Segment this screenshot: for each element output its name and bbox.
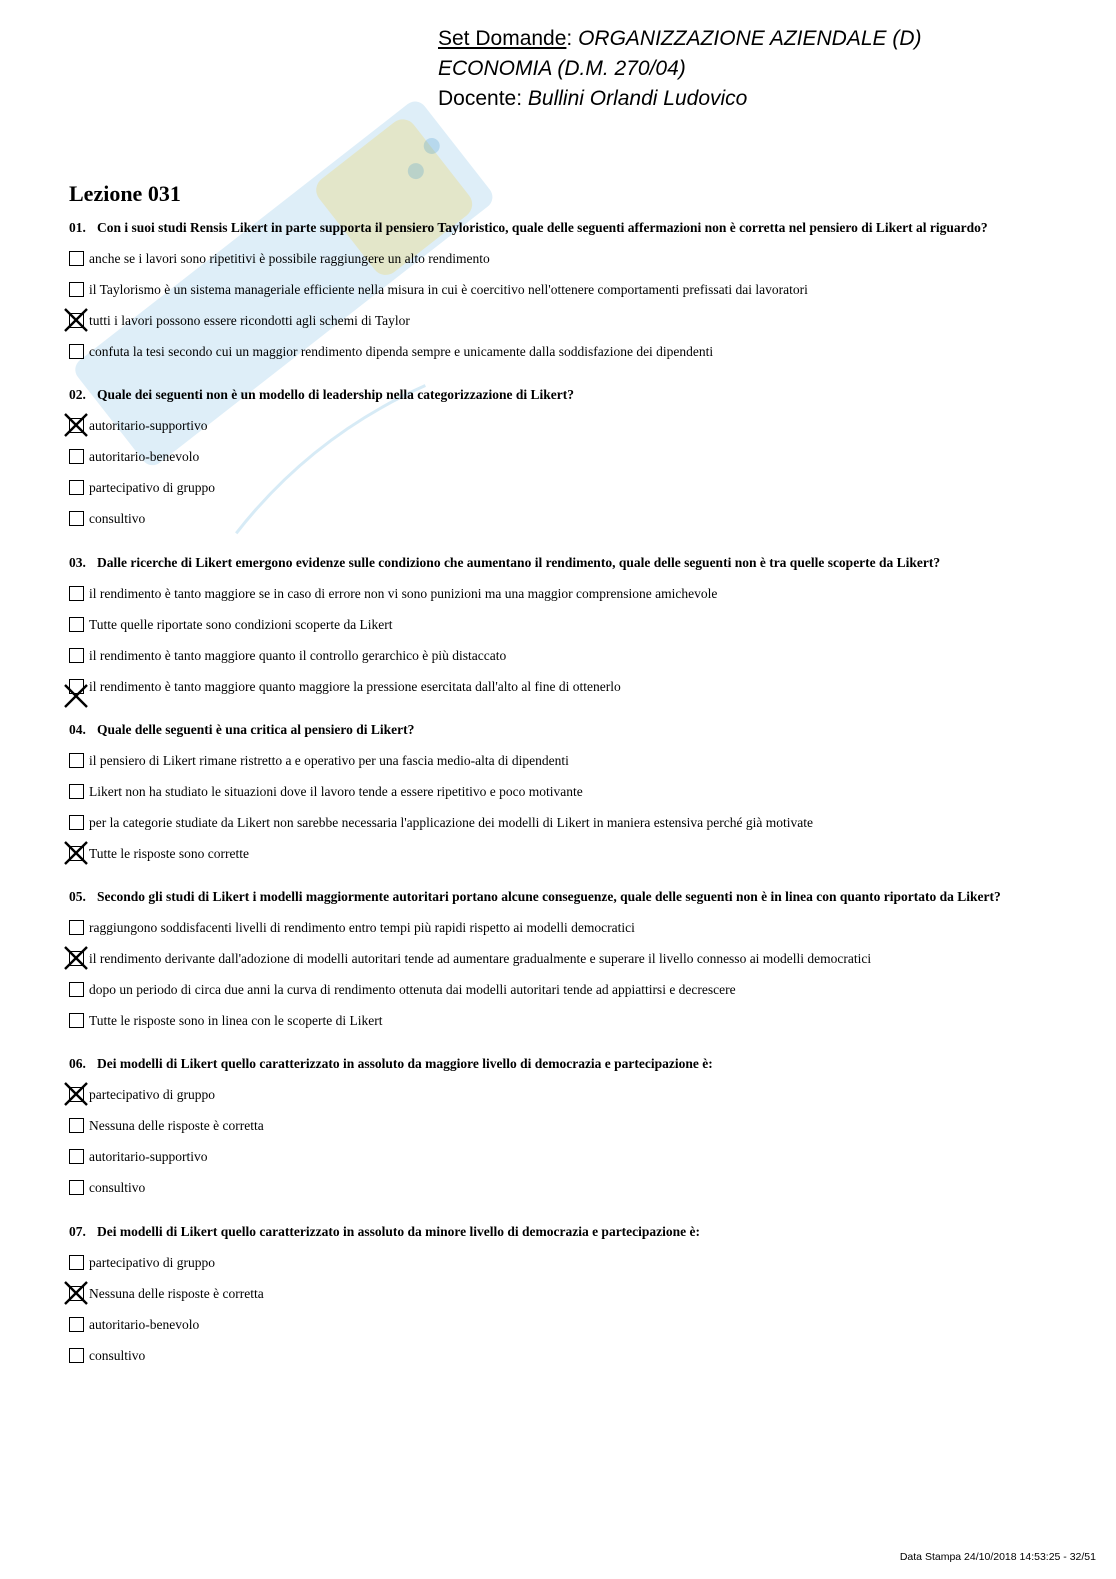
checkbox[interactable] [69, 344, 84, 359]
checkbox[interactable] [69, 251, 84, 266]
answer-option[interactable] [69, 813, 814, 833]
set-line [438, 24, 922, 54]
course-name: ECONOMIA (D.M. 270/04) [438, 57, 686, 80]
answer-label: Nessuna delle risposte è corretta [89, 1286, 264, 1301]
checkbox[interactable] [69, 586, 84, 601]
question-number: 05. [69, 889, 86, 904]
checkbox[interactable] [69, 1149, 84, 1164]
answer-option[interactable] [69, 751, 569, 771]
set-label: Set Domande [438, 27, 567, 50]
answer-label: il rendimento è tanto maggiore quanto maggiore la pressione esercitata dall'alto al fine di ottenerlo [89, 679, 621, 694]
question-7 [69, 1222, 700, 1366]
question-number: 02. [69, 387, 86, 402]
answer-option[interactable] [69, 980, 1001, 1000]
checkbox[interactable] [69, 784, 84, 799]
answer-label: il Taylorismo è un sistema manageriale efficiente nella misura in cui è coercitivo nell'ottenere comportamenti prefissati dai lavoratori [89, 282, 808, 297]
answer-label: per la categorie studiate da Likert non sarebbe necessaria l'applicazione dei modelli di Likert in maniera estensiva perché già motivate [89, 815, 814, 830]
answer-label: autoritario-benevolo [89, 1317, 200, 1332]
question-text [69, 720, 414, 740]
answer-label: autoritario-supportivo [89, 418, 208, 433]
answer-option[interactable] [69, 584, 940, 604]
answer-label: partecipativo di gruppo [89, 1087, 215, 1102]
checkbox[interactable] [69, 617, 84, 632]
checked-checkbox[interactable] [69, 846, 84, 861]
answer-label: il rendimento è tanto maggiore se in caso di errore non vi sono punizioni ma una maggior comprensione amichevole [89, 586, 718, 601]
checkbox[interactable] [69, 920, 84, 935]
question-number: 06. [69, 1056, 86, 1071]
docente-label: Docente: [438, 87, 528, 110]
checkbox[interactable] [69, 511, 84, 526]
answer-option[interactable] [69, 478, 574, 498]
checkbox[interactable] [69, 282, 84, 297]
answer-option[interactable] [69, 249, 988, 269]
answer-option[interactable] [69, 1116, 713, 1136]
question-text [69, 1222, 700, 1242]
answer-option[interactable] [69, 1346, 700, 1366]
answer-label: tutti i lavori possono essere ricondotti agli schemi di Taylor [89, 313, 410, 328]
answer-option[interactable] [69, 447, 574, 467]
answer-option[interactable] [69, 1315, 700, 1335]
question-number: 01. [69, 220, 86, 235]
checkbox[interactable] [69, 480, 84, 495]
question-label: Con i suoi studi Rensis Likert in parte supporta il pensiero Tayloristico, quale delle seguenti affermazioni non è corretta nel pensiero di Likert al riguardo? [97, 220, 988, 235]
answer-option[interactable] [69, 342, 988, 362]
question-label: Dei modelli di Likert quello caratterizzato in assoluto da maggiore livello di democrazia e partecipazione è: [97, 1056, 713, 1071]
question-5 [69, 887, 1001, 1031]
answer-option[interactable] [69, 1011, 1001, 1031]
answer-option[interactable] [69, 1284, 700, 1304]
answer-list [69, 584, 940, 697]
answer-option[interactable] [69, 844, 414, 864]
answer-label: dopo un periodo di circa due anni la curva di rendimento ottenuta dai modelli autoritari tende ad appiattirsi e decrescere [89, 982, 736, 997]
checkbox[interactable] [69, 1180, 84, 1195]
checkbox[interactable] [69, 1013, 84, 1028]
question-label: Quale delle seguenti è una critica al pensiero di Likert? [97, 722, 415, 737]
answer-label: partecipativo di gruppo [89, 1255, 215, 1270]
checkbox[interactable] [69, 1118, 84, 1133]
checkbox[interactable] [69, 1348, 84, 1363]
answer-list [69, 918, 1001, 1031]
answer-option[interactable] [69, 1085, 713, 1105]
checkbox[interactable] [69, 982, 84, 997]
answer-option[interactable] [69, 615, 940, 635]
answer-label: consultivo [89, 1348, 146, 1363]
answer-option[interactable] [69, 918, 1001, 938]
checked-checkbox[interactable] [69, 951, 84, 966]
answer-option[interactable] [69, 646, 940, 666]
print-date-footer: Data Stampa 24/10/2018 14:53:25 - 32/51 [899, 1551, 1096, 1563]
course-line [438, 54, 922, 84]
question-4 [69, 720, 814, 864]
answer-option[interactable] [69, 416, 574, 436]
checkbox[interactable] [69, 449, 84, 464]
question-number: 03. [69, 555, 86, 570]
answer-label: Tutte le risposte sono in linea con le scoperte di Likert [89, 1013, 383, 1028]
answer-label: il pensiero di Likert rimane ristretto a e operativo per una fascia medio-alta di dipendenti [89, 753, 569, 768]
answer-label: raggiungono soddisfacenti livelli di rendimento entro tempi più rapidi rispetto ai modelli democratici [89, 920, 635, 935]
question-number: 04. [69, 722, 86, 737]
question-1 [69, 218, 988, 362]
answer-label: autoritario-supportivo [89, 1149, 208, 1164]
checkbox[interactable] [69, 1317, 84, 1332]
document-header [438, 24, 922, 114]
answer-option[interactable] [69, 280, 988, 300]
answer-list [69, 1253, 700, 1366]
answer-list [69, 416, 574, 529]
docente-value: Bullini Orlandi Ludovico [527, 87, 748, 110]
answer-option[interactable] [69, 949, 1001, 969]
question-label: Dei modelli di Likert quello caratterizzato in assoluto da minore livello di democrazia e partecipazione è: [97, 1224, 701, 1239]
checked-checkbox[interactable] [69, 679, 84, 694]
checked-checkbox[interactable] [69, 313, 84, 328]
answer-label: confuta la tesi secondo cui un maggior rendimento dipenda sempre e unicamente dalla soddisfazione dei dipendenti [89, 344, 714, 359]
answer-option[interactable] [69, 1147, 713, 1167]
question-label: Quale dei seguenti non è un modello di leadership nella categorizzazione di Likert? [97, 387, 574, 402]
question-6 [69, 1054, 713, 1198]
answer-list [69, 1085, 713, 1198]
answer-label: il rendimento derivante dall'adozione di modelli autoritari tende ad aumentare gradualmente e superare il livello connesso ai modelli democratici [89, 951, 872, 966]
answer-label: Tutte quelle riportate sono condizioni scoperte da Likert [89, 617, 393, 632]
question-3 [69, 553, 940, 697]
answer-label: consultivo [89, 1180, 146, 1195]
answer-label: Nessuna delle risposte è corretta [89, 1118, 264, 1133]
answer-label: il rendimento è tanto maggiore quanto il controllo gerarchico è più distaccato [89, 648, 507, 663]
answer-option[interactable] [69, 782, 583, 802]
answer-label: anche se i lavori sono ripetitivi è possibile raggiungere un alto rendimento [89, 251, 490, 266]
question-text [69, 887, 1001, 907]
answer-list [69, 249, 988, 362]
question-2 [69, 385, 574, 529]
set-separator: : [566, 27, 579, 50]
checkbox[interactable] [69, 648, 84, 663]
answer-label: consultivo [89, 511, 146, 526]
checked-checkbox[interactable] [69, 1286, 84, 1301]
answer-option[interactable] [69, 311, 988, 331]
question-number: 07. [69, 1224, 86, 1239]
answer-option[interactable] [69, 677, 940, 697]
lesson-title: Lezione 031 [69, 181, 181, 206]
answer-label: Likert non ha studiato le situazioni dove il lavoro tende a essere ripetitivo e poco motivante [89, 784, 583, 799]
question-text [69, 218, 988, 238]
docente-line [438, 84, 922, 114]
answer-list [69, 751, 814, 864]
answer-label: autoritario-benevolo [89, 449, 200, 464]
answer-label: partecipativo di gruppo [89, 480, 215, 495]
checkbox[interactable] [69, 753, 84, 768]
checkbox[interactable] [69, 815, 84, 830]
question-text [69, 385, 574, 405]
checkbox[interactable] [69, 1255, 84, 1270]
question-label: Dalle ricerche di Likert emergono evidenze sulle condiziono che aumentano il rendimento, quale delle seguenti non è tra quelle scoperte da Likert? [97, 555, 941, 570]
answer-label: Tutte le risposte sono corrette [89, 846, 249, 861]
set-value: ORGANIZZAZIONE AZIENDALE (D) [578, 27, 922, 50]
checked-checkbox[interactable] [69, 1087, 84, 1102]
answer-option[interactable] [69, 509, 574, 529]
question-text [69, 553, 940, 573]
question-text [69, 1054, 713, 1074]
answer-option[interactable] [69, 1253, 700, 1273]
question-label: Secondo gli studi di Likert i modelli maggiormente autoritari portano alcune conseguenze, quale delle seguenti non è in linea con quanto riportato da Likert? [97, 889, 1001, 904]
answer-option[interactable] [69, 1178, 713, 1198]
checked-checkbox[interactable] [69, 418, 84, 433]
